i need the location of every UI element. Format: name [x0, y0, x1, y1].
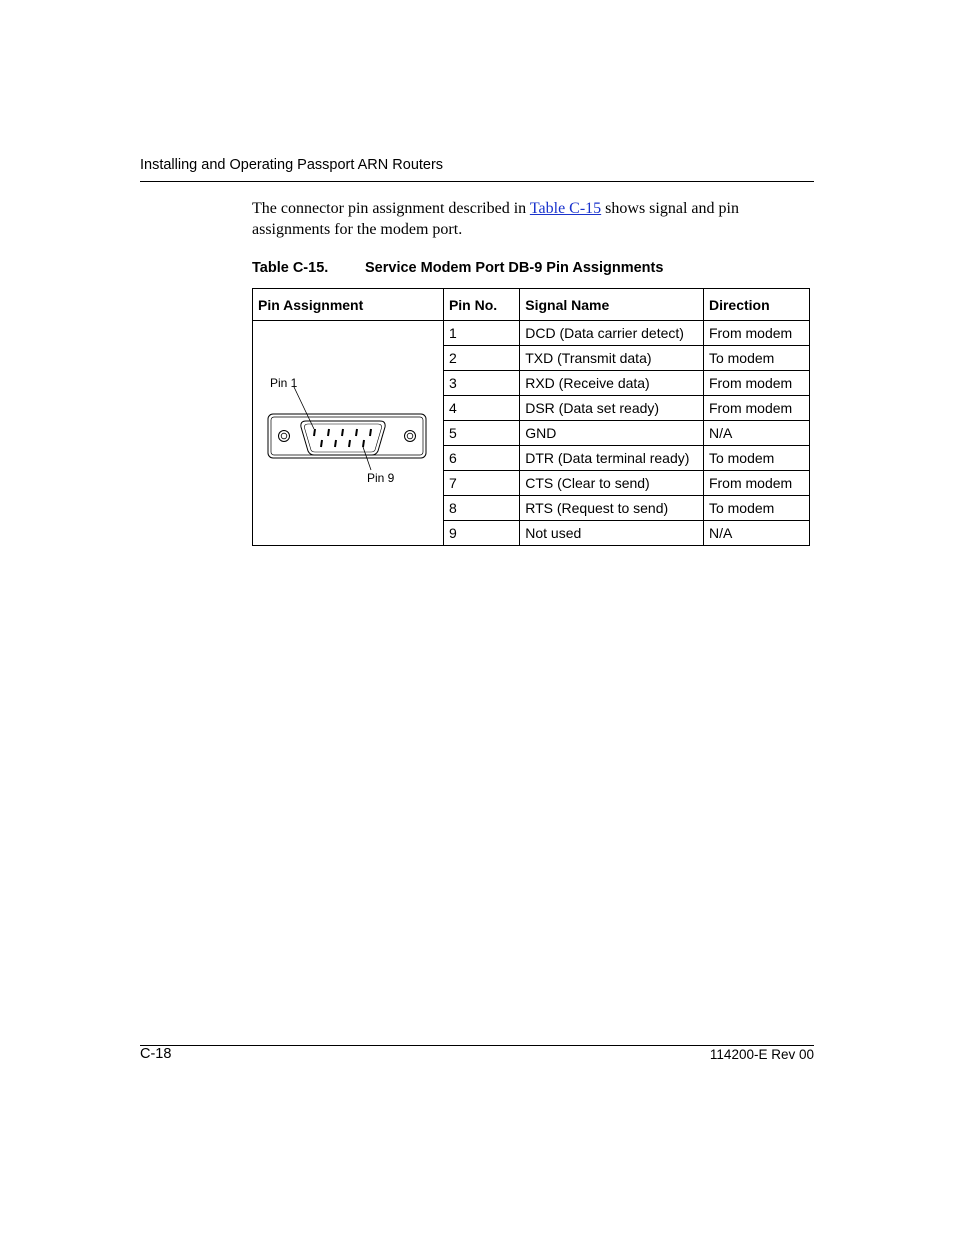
- pin-assignment-diagram-cell: [253, 321, 444, 546]
- db9-connector-icon: [258, 373, 438, 493]
- pin-number-cell: 4: [443, 396, 519, 421]
- header-rule: [140, 181, 814, 182]
- intro-text-after: shows signal and pin assignments for the modem port.: [252, 200, 739, 238]
- direction-cell: To modem: [703, 496, 809, 521]
- pin-number-cell: 8: [443, 496, 519, 521]
- signal-name-cell: DCD (Data carrier detect): [520, 321, 704, 346]
- table-caption: [252, 260, 663, 276]
- pin-assignment-table: [252, 288, 810, 546]
- pin9-label: Pin 9: [366, 471, 395, 485]
- header-signal-name: Signal Name: [520, 289, 704, 321]
- pin-number-cell: 7: [443, 471, 519, 496]
- signal-name-cell: Not used: [520, 521, 704, 546]
- signal-name-cell: GND: [520, 421, 704, 446]
- intro-text-before: The connector pin assignment described in: [252, 200, 530, 217]
- table-caption-number: Table C-15.: [252, 260, 329, 276]
- document-id: 114200-E Rev 00: [709, 1047, 814, 1062]
- header-direction: Direction: [703, 289, 809, 321]
- direction-cell: From modem: [703, 471, 809, 496]
- direction-cell: From modem: [703, 321, 809, 346]
- pin-number-cell: 3: [443, 371, 519, 396]
- signal-name-cell: RXD (Receive data): [520, 371, 704, 396]
- signal-name-cell: TXD (Transmit data): [520, 346, 704, 371]
- pin-number-cell: 1: [443, 321, 519, 346]
- table-caption-title: Service Modem Port DB-9 Pin Assignments: [365, 260, 664, 276]
- footer-rule: [140, 1045, 814, 1046]
- signal-name-cell: DSR (Data set ready): [520, 396, 704, 421]
- page-number: C-18: [140, 1046, 172, 1062]
- signal-name-cell: RTS (Request to send): [520, 496, 704, 521]
- table-row: [253, 321, 810, 346]
- direction-cell: From modem: [703, 396, 809, 421]
- table-c15-link[interactable]: Table C-15: [529, 200, 602, 217]
- header-pin-assignment: Pin Assignment: [253, 289, 444, 321]
- intro-paragraph: [252, 198, 812, 240]
- pin-number-cell: 9: [443, 521, 519, 546]
- pin-number-cell: 5: [443, 421, 519, 446]
- pin1-label: Pin 1: [269, 376, 298, 390]
- pin-number-cell: 2: [443, 346, 519, 371]
- header-pin-no: Pin No.: [443, 289, 519, 321]
- signal-name-cell: DTR (Data terminal ready): [520, 446, 704, 471]
- table-header-row: [253, 289, 810, 321]
- direction-cell: N/A: [703, 421, 809, 446]
- direction-cell: To modem: [703, 446, 809, 471]
- direction-cell: From modem: [703, 371, 809, 396]
- pin-number-cell: 6: [443, 446, 519, 471]
- direction-cell: To modem: [703, 346, 809, 371]
- signal-name-cell: CTS (Clear to send): [520, 471, 704, 496]
- direction-cell: N/A: [703, 521, 809, 546]
- running-header: Installing and Operating Passport ARN Routers: [140, 157, 444, 173]
